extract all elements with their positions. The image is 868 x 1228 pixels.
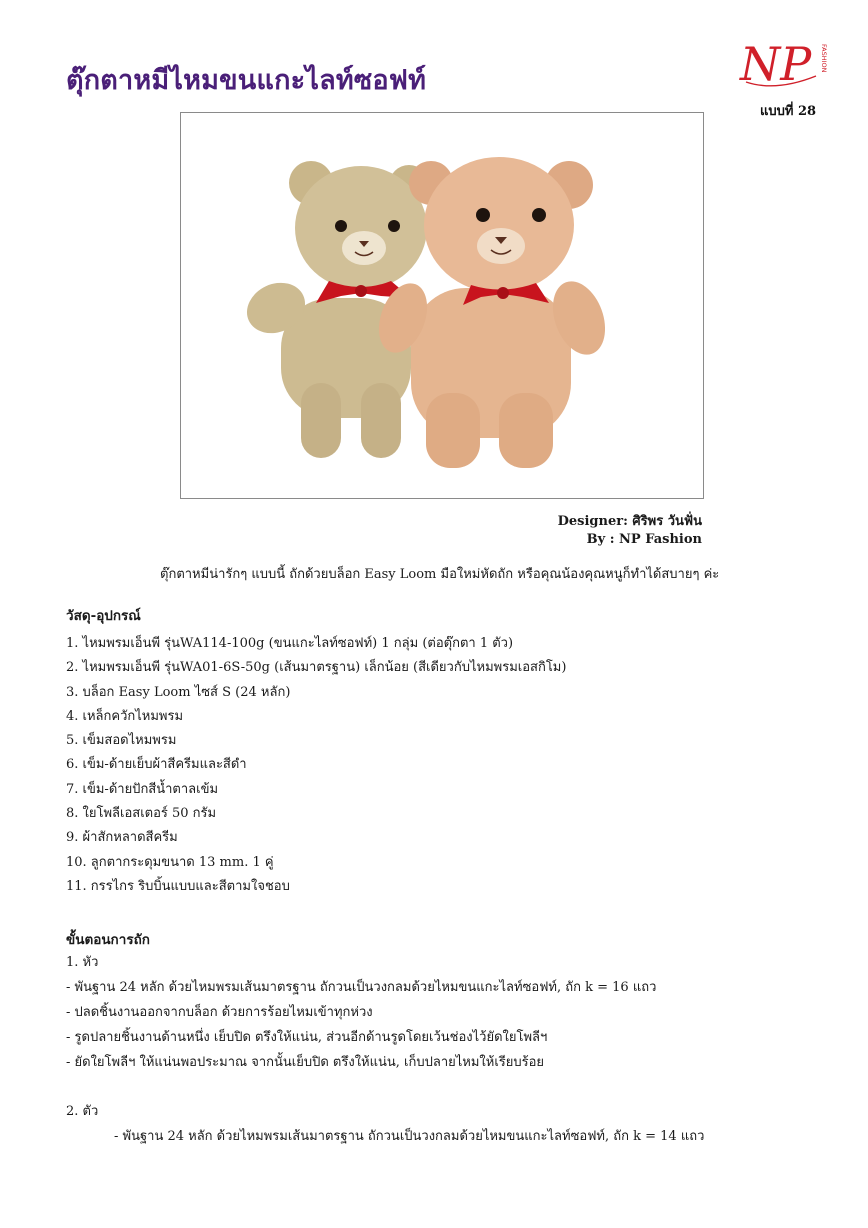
list-item: 3. บล็อก Easy Loom ไซส์ S (24 หลัก) bbox=[66, 684, 291, 700]
steps-head-section bbox=[66, 951, 826, 1076]
list-item: 10. ลูกตากระดุมขนาด 13 mm. 1 คู่ bbox=[66, 854, 274, 870]
page-title: ตุ๊กตาหมีไหมขนแกะไลท์ซอฟท์ bbox=[66, 65, 427, 96]
pattern-number: แบบที่ 28 bbox=[760, 104, 817, 119]
product-photo bbox=[180, 112, 704, 499]
logo-subtext: FASHION bbox=[820, 44, 828, 73]
materials-list bbox=[66, 632, 566, 899]
brand-credit: By : NP Fashion bbox=[586, 532, 702, 547]
list-item: 7. เข็ม-ด้ายปักสีน้ำตาลเข้ม bbox=[66, 781, 219, 797]
materials-heading: วัสดุ-อุปกรณ์ bbox=[66, 608, 141, 624]
step-line: - ยัดใยโพลีฯ ให้แน่นพอประมาณ จากนั้นเย็บปิด ตรึงให้แน่น, เก็บปลายไหมให้เรียบร้อย bbox=[66, 1055, 545, 1070]
list-item: 9. ผ้าสักหลาดสีครีม bbox=[66, 830, 178, 846]
list-item: 2. ไหมพรมเอ็นพี รุ่นWA01-6S-50g (เส้นมาตรฐาน) เล็กน้อย (สีเดียวกับไหมพรมเอสกิโม) bbox=[66, 660, 567, 676]
step-line: - พันฐาน 24 หลัก ด้วยไหมพรมเส้นมาตรฐาน ถักวนเป็นวงกลมด้วยไหมขนแกะไลท์ซอฟท์, ถัก k = 16 แถว bbox=[66, 980, 657, 995]
designer-credit: Designer: ศิริพร วันฟั่น bbox=[557, 514, 702, 529]
intro-text: ตุ๊กตาหมีน่ารักๆ แบบนี้ ถักด้วยบล็อก Easy Loom มือใหม่หัดถัก หรือคุณน้องคุณหนูก็ทำได้สบายๆ ค่ะ bbox=[160, 567, 720, 582]
list-item: 6. เข็ม-ด้ายเย็บผ้าสีครีมและสีดำ bbox=[66, 757, 247, 773]
step-line: - ปลดชิ้นงานออกจากบล็อก ด้วยการร้อยไหมเข้าทุกห่วง bbox=[66, 1005, 373, 1020]
list-item: 8. ใยโพลีเอสเตอร์ 50 กรัม bbox=[66, 806, 217, 822]
step-title: 2. ตัว bbox=[66, 1104, 99, 1119]
steps-heading: ขั้นตอนการถัก bbox=[66, 932, 150, 948]
list-item: 11. กรรไกร ริบบิ้นแบบและสีตามใจชอบ bbox=[66, 878, 290, 894]
step-line: - พันฐาน 24 หลัก ด้วยไหมพรมเส้นมาตรฐาน ถักวนเป็นวงกลมด้วยไหมขนแกะไลท์ซอฟท์, ถัก k = 14 แถว bbox=[114, 1129, 705, 1144]
step-title: 1. หัว bbox=[66, 955, 99, 970]
np-fashion-logo bbox=[736, 36, 832, 92]
step-line: - รูดปลายชิ้นงานด้านหนึ่ง เย็บปิด ตรึงให้แน่น, ส่วนอีกด้านรูดโดยเว้นช่องไว้ยัดใยโพลีฯ bbox=[66, 1030, 548, 1045]
logo-letters: NP bbox=[740, 37, 812, 91]
list-item: 5. เข็มสอดไหมพรม bbox=[66, 733, 177, 749]
list-item: 1. ไหมพรมเอ็นพี รุ่นWA114-100g (ขนแกะไลท์ซอฟท์) 1 กลุ่ม (ต่อตุ๊กตา 1 ตัว) bbox=[66, 636, 514, 651]
list-item: 4. เหล็กควักไหมพรม bbox=[66, 708, 184, 724]
